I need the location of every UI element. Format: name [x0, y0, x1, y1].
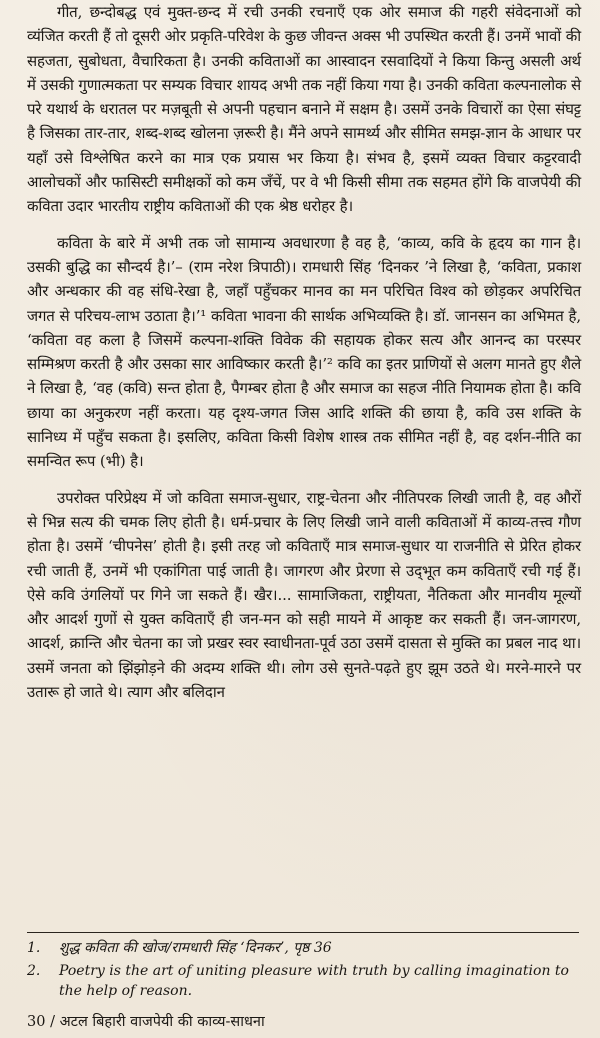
body-text [27, 0, 581, 704]
footer-separator: / [50, 1014, 55, 1030]
paragraph-1: गीत, छन्दोबद्ध एवं मुक्त-छन्द में रची उनकी रचनाएँ एक ओर समाज की गहरी संवेदनाओं को व्यंजित करती हैं तो दूसरी ओर प्रकृति-परिवेश के कुछ जीवन्त अक्स भी उपस्थित करती हैं। उनमें भावों की सहजता, सुबोधता, वैचारिकता है। उनकी कविताओं का आस्वादन रसवादियों ने किया किन्तु असली अर्थ में उसकी गुणात्मकता पर सम्यक विचार शायद अभी तक नहीं किया गया है। उनकी कविता कल्पनालोक से परे यथार्थ के धरातल पर मज़बूती से अपनी पहचान बनाने में सक्षम है। उसमें उनके विचारों का ऐसा संघट्ट है जिसका तार-तार, शब्द-शब्द खोलना ज़रूरी है। मैंने अपने सामर्थ्य और सीमित समझ-ज्ञान के आधार पर यहाँ उसे विश्लेषित करने का मात्र एक प्रयास भर किया है। संभव है, इसमें व्यक्त विचार कट्टरवादी आलोचकों और फासिस्टी समीक्षकों को कम जँचें, पर वे भी किसी सीमा तक सहमत होंगे कि वाजपेयी की कविता उदार भारतीय राष्ट्रीय कविताओं की एक श्रेष्ठ धरोहर है। [27, 3, 581, 216]
footnote-number: 2. [27, 963, 41, 979]
page-footer [27, 1012, 265, 1032]
paragraph-3: उपरोक्त परिप्रेक्ष्य में जो कविता समाज-सुधार, राष्ट्र-चेतना और नीतिपरक लिखी जाती है, वह औरों से भिन्न सत्य की चमक लिए होती है। धर्म-प्रचार के लिए लिखी जाने वाली कविताओं में काव्य-तत्त्व गौण होता है। उसमें ‘चीपनेस’ होती है। इसी तरह जो कविताएँ मात्र समाज-सुधार या राजनीति से प्रेरित होकर रची जाती हैं, उनमें भी एकांगिता पाई जाती है। जागरण और प्रेरणा से उद्‌भूत कम कविताएँ रची गई हैं। ऐसे कवि उंगलियों पर गिने जा सकते हैं। खैर।... सामाजिकता, राष्ट्रीयता, नैतिकता और मानवीय मूल्यों और आदर्श गुणों से युक्त कविताएँ ही जन-मन को सही मायने में आकृष्ट कर सकती हैं। जन-जागरण, आदर्श, क्रान्ति और चेतना का जो प्रखर स्वर स्वाधीनता-पूर्व उठा उसमें दासता से मुक्ति का प्रबल नाद था। उसमें जनता को झिंझोड़ने की अदम्य शक्ति थी। लोग उसे सुनते-पढ़ते हुए झूम उठते थे। मरने-मारने पर उतारू हो जाते थे। त्याग और बलिदान [27, 488, 581, 702]
footnote-text: Poetry is the art of uniting pleasure with truth by calling imagination to the help of reason. [59, 963, 569, 999]
footnote-text: शुद्ध कविता की खोज/रामधारी सिंह ‘दिनकर’, पृष्ठ 36 [59, 940, 332, 956]
footnote-divider [27, 932, 579, 933]
footnotes [27, 938, 581, 1004]
footnote-number: 1. [27, 940, 41, 956]
page-number: 30 [27, 1014, 46, 1030]
footnote-1 [27, 938, 581, 958]
book-title: अटल बिहारी वाजपेयी की काव्य-साधना [59, 1014, 265, 1030]
footnote-2 [27, 961, 581, 1001]
paragraph-2: कविता के बारे में अभी तक जो सामान्य अवधारणा है वह है, ‘काव्य, कवि के हृदय का गान है। उसकी बुद्धि का सौन्दर्य है।’– (राम नरेश त्रिपाठी)। रामधारी सिंह ‘दिनकर ’ने लिखा है, ‘कविता, प्रकाश और अन्धकार की वह संधि-रेखा है, जहाँ पहुँचकर मानव का मन परिचित विश्व को छोड़कर अपरिचित जगत से परिचय-लाभ उठाता है।’¹ कविता भावना की सार्थक अभिव्यक्ति है। डॉ. जानसन का अभिमत है, ‘कविता वह कला है जिसमें कल्पना-शक्ति विवेक की सहायक होकर सत्य और आनन्द का परस्पर सम्मिश्रण करती है और उसका सार आविष्कार करती है।’² कवि का इतर प्राणियों से अलग मानते हुए शैले ने लिखा है, ‘वह (कवि) सन्त होता है, पैगम्बर होता है और समाज का सहज नीति नियामक होता है। कवि छाया का अनुकरण नहीं करता। यह दृश्य-जगत जिस आदि शक्ति की छाया है, कवि उस शक्ति के सानिध्य में पहुँच सकता है। इसलिए, कविता किसी विशेष शास्त्र तक सीमित नहीं है, वह दर्शन-नीति का समन्वित रूप (भी) है। [27, 233, 581, 471]
